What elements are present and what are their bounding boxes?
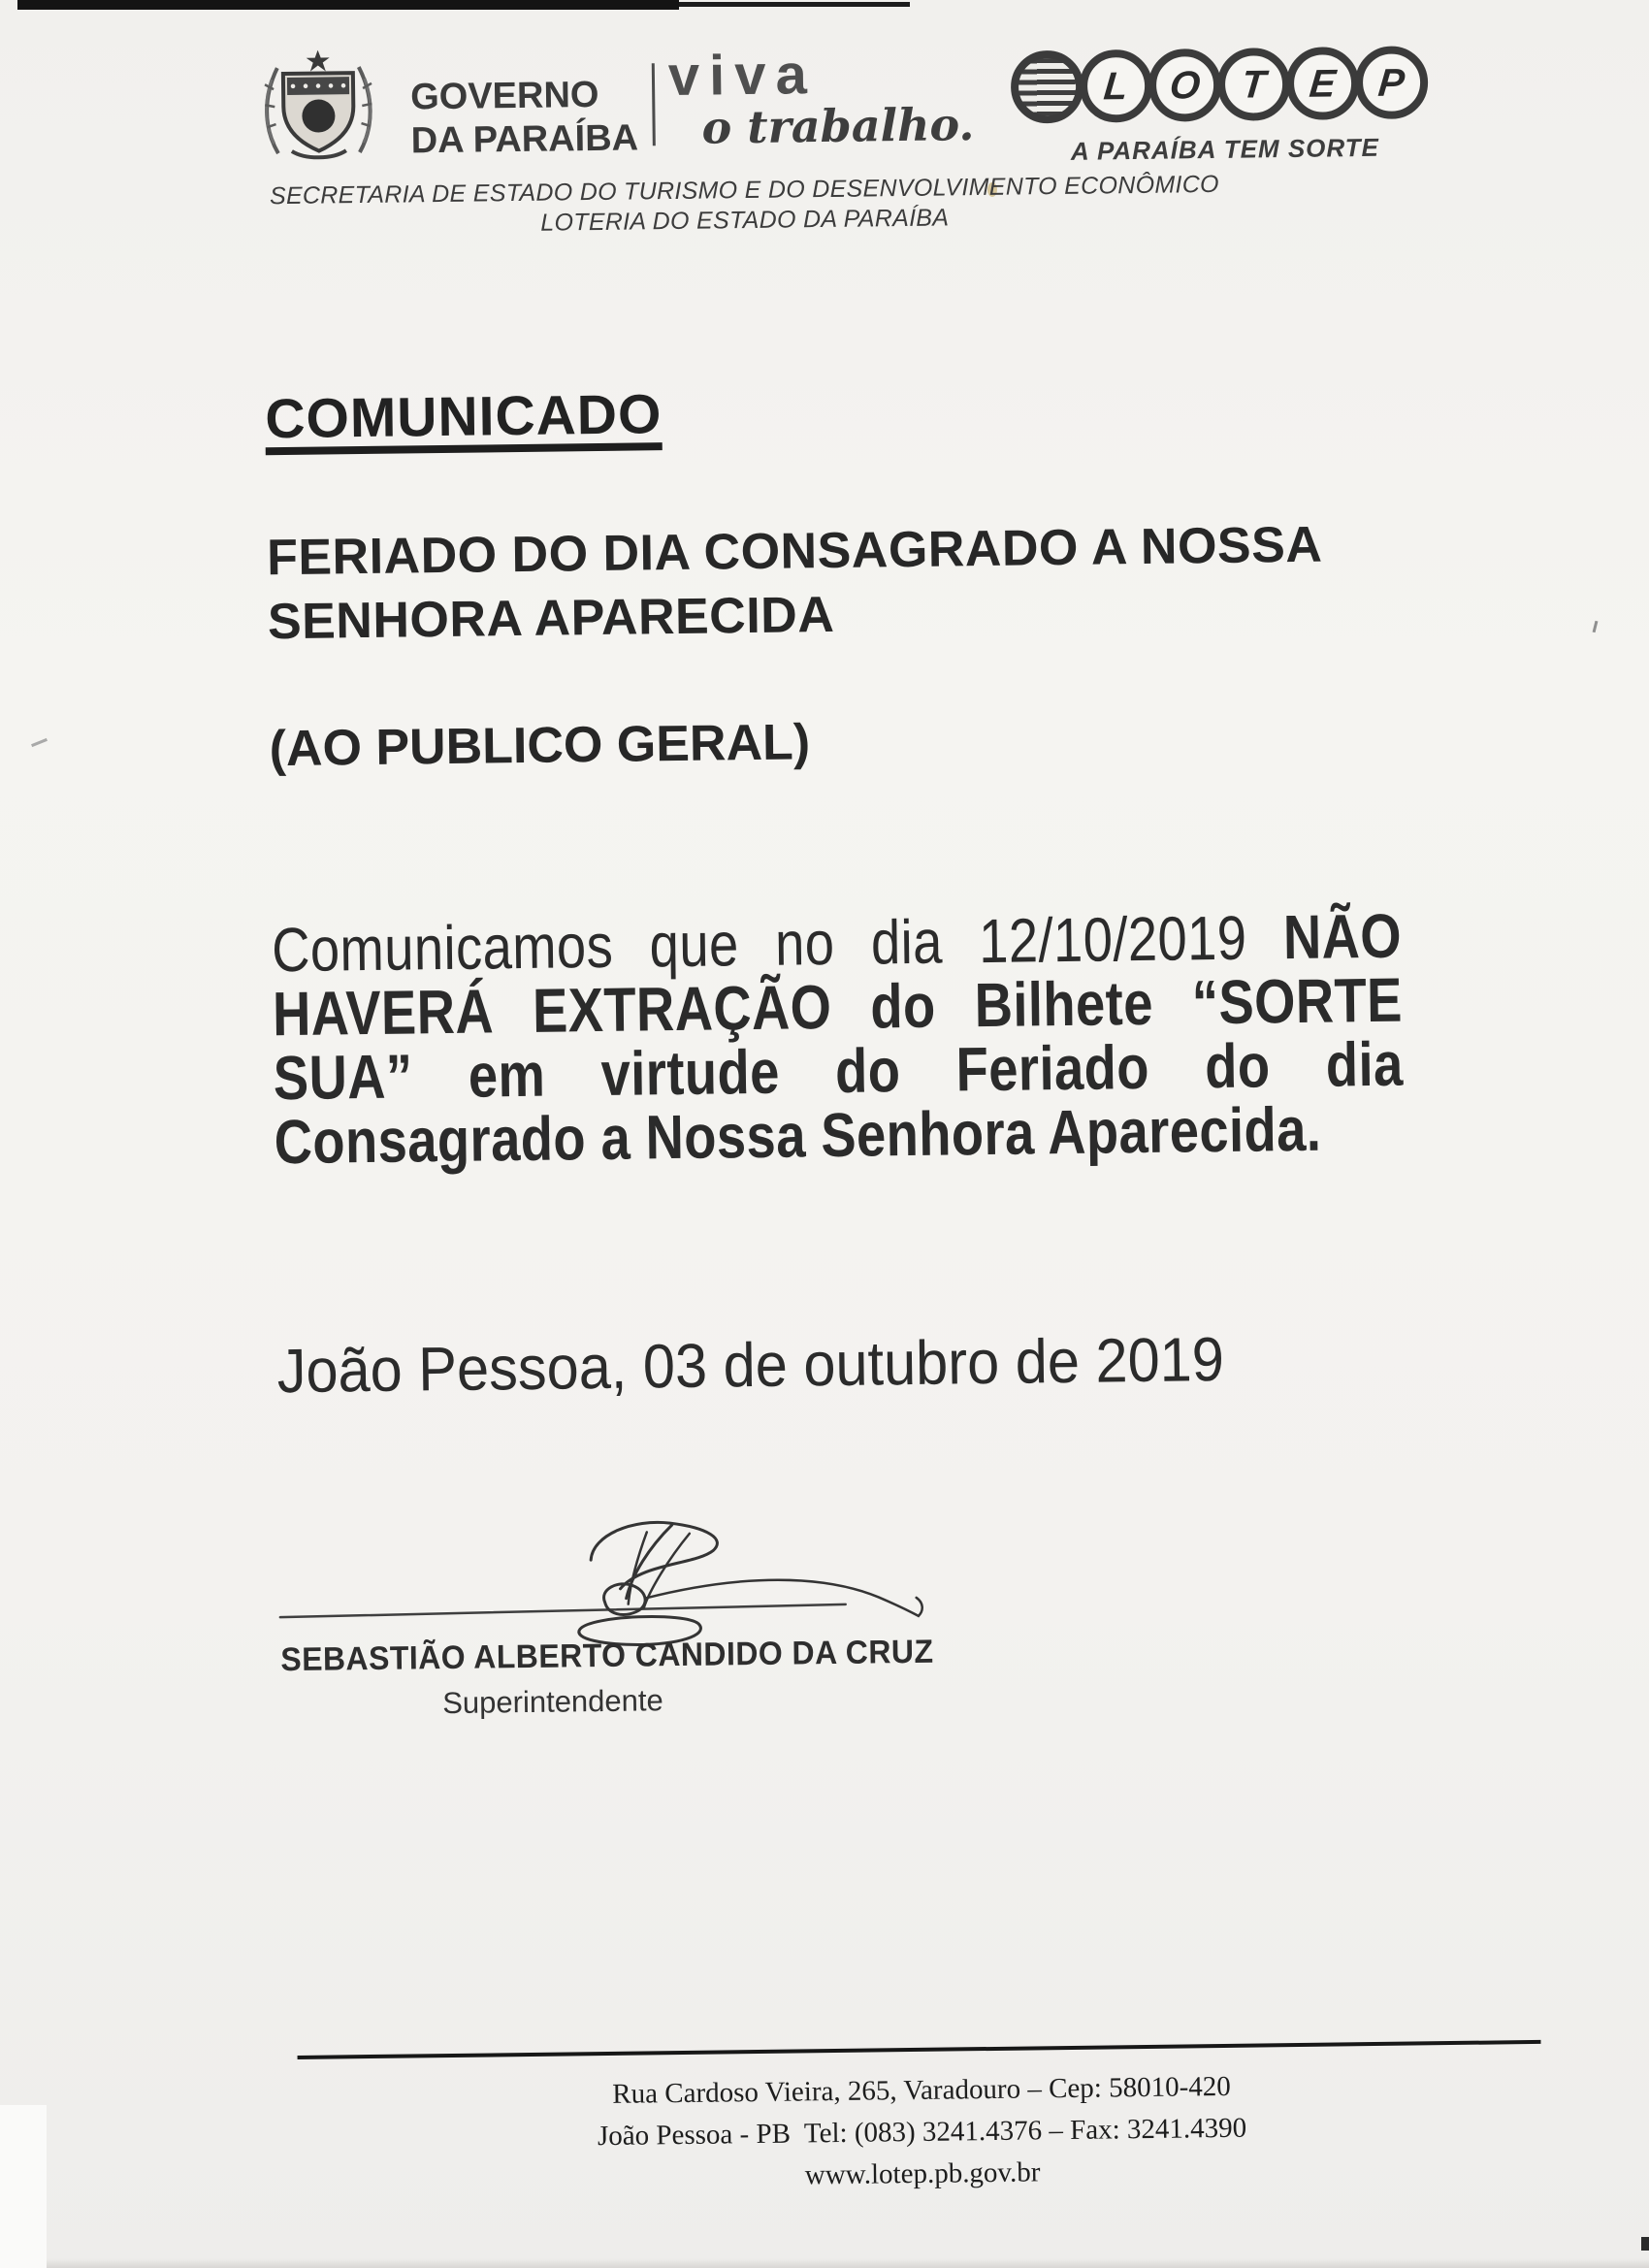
footer-contact: João Pessoa - PB Tel: (083) 3241.4376 – Fax: 3241.4390	[597, 2112, 1247, 2153]
body-word: do	[1204, 1030, 1271, 1102]
header-divider	[652, 63, 656, 146]
body-line	[274, 1093, 1405, 1178]
body-word: do	[869, 970, 937, 1042]
body-word: no	[774, 907, 835, 979]
lotep-letter-circle: T	[1217, 48, 1291, 121]
body-word: NÃO	[1282, 900, 1403, 973]
government-wordmark	[410, 73, 638, 163]
lotep-letter-circle: L	[1080, 49, 1153, 123]
paraiba-coat-of-arms-icon	[244, 49, 393, 167]
body-word: “SORTE	[1191, 964, 1404, 1038]
lotep-letter-circle: E	[1286, 47, 1360, 120]
body-word: EXTRAÇÃO	[532, 971, 832, 1046]
lotep-letter-circle: O	[1148, 49, 1222, 122]
subject-line1: FERIADO DO DIA CONSAGRADO A NOSSA	[266, 516, 1323, 587]
footer-rule	[298, 2040, 1541, 2059]
government-line2: DA PARAÍBA	[410, 117, 639, 162]
body-word: dia	[870, 906, 944, 978]
lotep-logo	[1011, 46, 1439, 168]
slogan-script: o trabalho.	[701, 98, 975, 154]
government-line1: GOVERNO	[409, 74, 599, 118]
body-word: 12/10/2019	[978, 902, 1247, 977]
body-word: do	[834, 1035, 901, 1106]
lotep-letter-circle: P	[1355, 46, 1429, 119]
subject-heading	[267, 513, 1324, 655]
body-word: Consagrado a Nossa Senhora Aparecida.	[274, 1093, 1322, 1178]
signatory-title: Superintendente	[442, 1683, 663, 1721]
body-word: em	[468, 1039, 546, 1111]
lotep-tagline: A PARAÍBA TEM SORTE	[1070, 132, 1380, 166]
lotep-globe-icon	[1011, 50, 1084, 124]
body-paragraph	[271, 900, 1605, 1178]
body-word: que	[649, 909, 740, 981]
body-word: dia	[1325, 1028, 1405, 1100]
slogan-word: viva	[667, 43, 818, 109]
body-word: HAVERÁ	[272, 976, 495, 1050]
secretariat-line1: SECRETARIA DE ESTADO DO TURISMO E DO DESENVOLVIMENTO ECONÔMICO	[269, 170, 1220, 211]
footer-address: Rua Cardoso Vieira, 265, Varadouro – Cep: 58010-420	[612, 2070, 1231, 2110]
secretariat-line2: LOTERIA DO ESTADO DA PARAÍBA	[540, 204, 950, 237]
body-word: Feriado	[955, 1031, 1150, 1105]
lotep-circles	[1011, 46, 1439, 124]
body-word: Bilhete	[974, 967, 1154, 1041]
signatory-name: SEBASTIÃO ALBERTO CANDIDO DA CRUZ	[280, 1633, 934, 1679]
body-word: SUA”	[273, 1041, 413, 1114]
secretariat-block	[220, 169, 1269, 243]
document-title: COMUNICADO	[265, 387, 663, 455]
footer-block	[194, 2060, 1649, 2204]
slogan-block	[667, 43, 975, 154]
footer-website: www.lotep.pb.gov.br	[804, 2156, 1041, 2191]
body-word: virtude	[600, 1036, 781, 1109]
dateline: João Pessoa, 03 de outubro de 2019	[276, 1323, 1225, 1407]
subject-line2: SENHORA APARECIDA	[267, 586, 835, 651]
body-word: Comunicamos	[271, 910, 614, 986]
audience-line: (AO PUBLICO GERAL)	[269, 714, 811, 778]
